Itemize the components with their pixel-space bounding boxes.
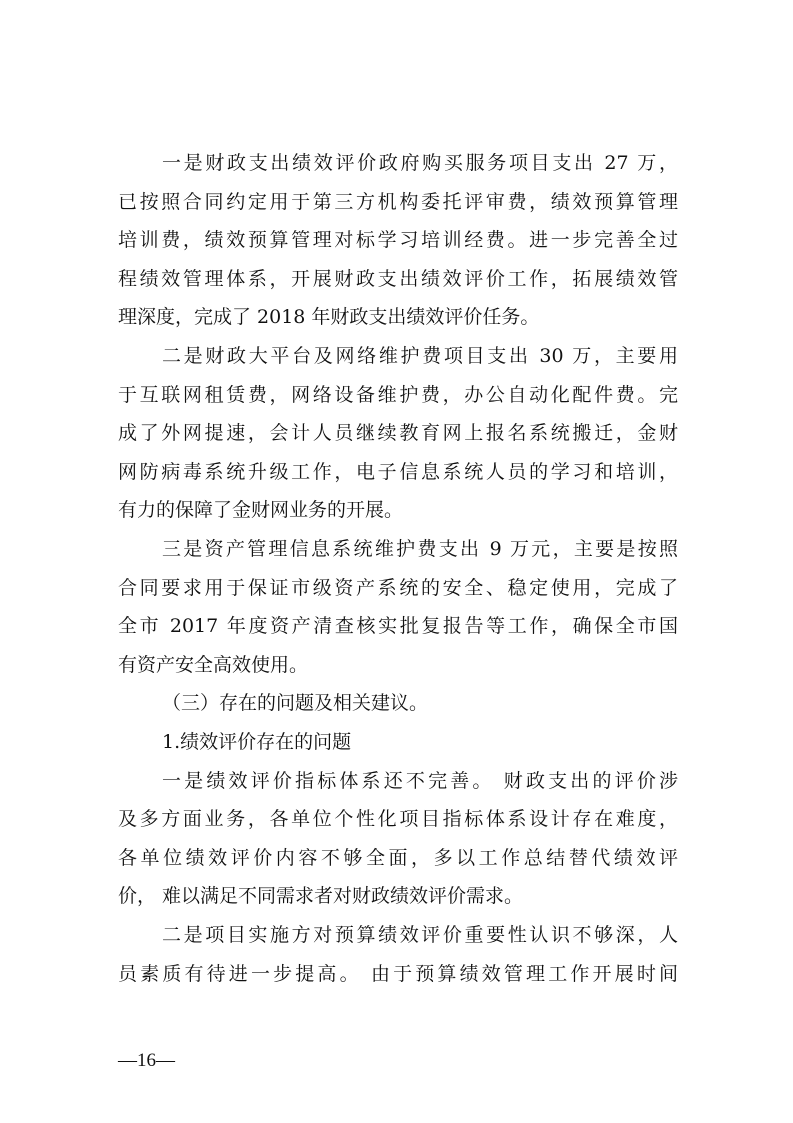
paragraph-line: 各单位绩效评价内容不够全面，多以工作总结替代绩效评 xyxy=(118,846,678,869)
paragraph-line: 于互联网租赁费，网络设备维护费，办公自动化配件费。完 xyxy=(118,383,678,406)
page-number: —16— xyxy=(118,1050,175,1071)
paragraph-line: 全市 2017 年度资产清查核实批复报告等工作，确保全市国 xyxy=(118,615,678,638)
paragraph-line: 培训费，绩效预算管理对标学习培训经费。进一步完善全过 xyxy=(118,229,678,252)
paragraph-line: 及多方面业务，各单位个性化项目指标体系设计存在难度， xyxy=(118,808,678,831)
paragraph-line: 二是项目实施方对预算绩效评价重要性认识不够深，人 xyxy=(162,924,678,946)
paragraph-line: 理深度，完成了 2018 年财政支出绩效评价任务。 xyxy=(118,306,540,329)
section-heading: 1.绩效评价存在的问题 xyxy=(162,731,352,753)
paragraph-line: 成了外网提速，会计人员继续教育网上报名系统搬迁，金财 xyxy=(118,422,678,445)
paragraph-line: 三是资产管理信息系统维护费支出 9 万元，主要是按照 xyxy=(162,538,678,560)
paragraph-line: 有力的保障了金财网业务的开展。 xyxy=(118,499,404,522)
paragraph-line: 一是财政支出绩效评价政府购买服务项目支出 27 万， xyxy=(162,152,678,174)
paragraph-line: 价， 难以满足不同需求者对财政绩效评价需求。 xyxy=(118,885,524,908)
paragraph-line: 一是绩效评价指标体系还不完善。 财政支出的评价涉 xyxy=(162,769,678,792)
paragraph-line: 员素质有待进一步提高。 由于预算绩效管理工作开展时间 xyxy=(118,962,678,985)
paragraph-line: 网防病毒系统升级工作，电子信息系统人员的学习和培训， xyxy=(118,460,678,483)
paragraph-line: 程绩效管理体系，开展财政支出绩效评价工作，拓展绩效管 xyxy=(118,267,678,290)
paragraph-line: 合同要求用于保证市级资产系统的安全、稳定使用，完成了 xyxy=(118,576,678,599)
section-heading: （三）存在的问题及相关建议。 xyxy=(162,692,429,715)
paragraph-line: 有资产安全高效使用。 xyxy=(118,653,309,676)
paragraph-line: 已按照合同约定用于第三方机构委托评审费，绩效预算管理 xyxy=(118,190,678,213)
paragraph-line: 二是财政大平台及网络维护费项目支出 30 万，主要用 xyxy=(162,345,678,367)
